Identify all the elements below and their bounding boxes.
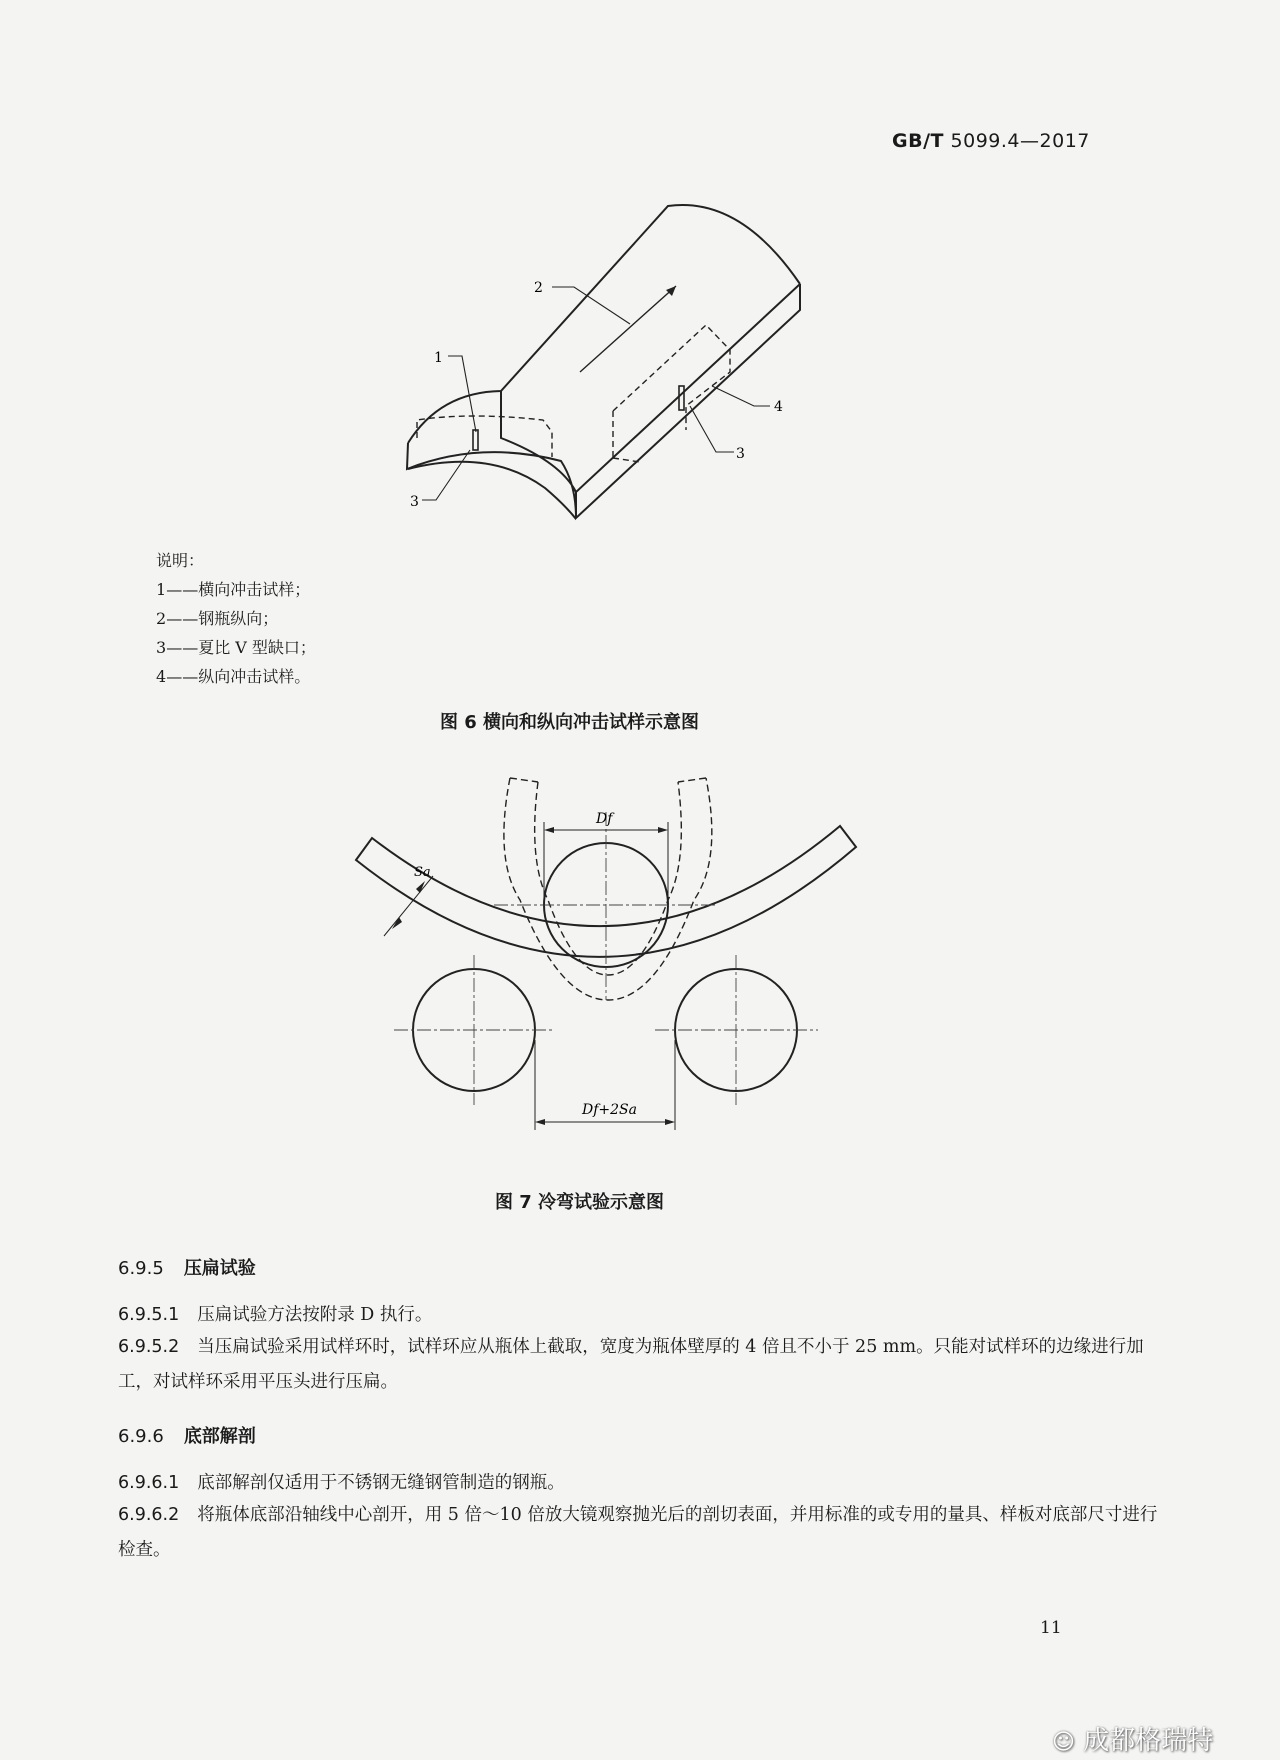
figure-6-legend bbox=[156, 546, 316, 691]
wechat-icon: ☺ bbox=[1052, 1730, 1075, 1755]
transverse-specimen-outline bbox=[417, 416, 552, 457]
specimen-top-outline bbox=[408, 205, 800, 443]
label-3-right: 3 bbox=[736, 446, 745, 462]
section-6-9-6-heading bbox=[118, 1422, 256, 1448]
watermark bbox=[1052, 1720, 1213, 1757]
paragraph-6-9-5-2: 6.9.5.2 当压扁试验采用试样环时，试样环应从瓶体上截取，宽度为瓶体壁厚的 4 倍且不小于 25 mm。只能对试样环的边缘进行加工，对试样环采用平压头进行压扁。 bbox=[118, 1337, 1144, 1392]
legend-item-4: 4——纵向冲击试样。 bbox=[156, 667, 311, 686]
notch-transverse bbox=[473, 430, 478, 450]
label-1: 1 bbox=[434, 350, 443, 366]
label-4: 4 bbox=[774, 399, 783, 415]
label-sa: Sa bbox=[414, 865, 431, 880]
legend-item-2: 2——钢瓶纵向； bbox=[156, 609, 279, 628]
section-title: 压扁试验 bbox=[183, 1258, 256, 1279]
section-6-9-5-heading bbox=[118, 1254, 256, 1280]
figure-6-caption: 图 6 横向和纵向冲击试样示意图 bbox=[440, 712, 700, 733]
specimen-right-face bbox=[576, 284, 800, 518]
specimen-front-face bbox=[407, 391, 576, 518]
label-3-left: 3 bbox=[410, 494, 419, 510]
label-bottom-dimension: Df+2Sa bbox=[582, 1102, 637, 1118]
longitudinal-axis-line bbox=[580, 286, 676, 372]
legend-item-3: 3——夏比 V 型缺口； bbox=[156, 638, 316, 657]
paragraph-6-9-6-1: 6.9.6.1 底部解剖仅适用于不锈钢无缝钢管制造的钢瓶。 bbox=[118, 1473, 565, 1493]
figure-7-diagram bbox=[345, 770, 890, 1140]
label-df: Df bbox=[596, 811, 613, 827]
standard-number bbox=[892, 130, 1090, 152]
watermark-text: 成都格瑞特 bbox=[1083, 1726, 1214, 1756]
figure-6-diagram bbox=[380, 190, 840, 530]
notch-longitudinal bbox=[679, 386, 684, 410]
legend-title: 说明： bbox=[156, 551, 205, 570]
section-number: 6.9.6 bbox=[118, 1426, 164, 1447]
paragraph-6-9-6-2: 6.9.6.2 将瓶体底部沿轴线中心剖开，用 5 倍～10 倍放大镜观察抛光后的剖切表面，并用标准的或专用的量具、样板对底部尺寸进行检查。 bbox=[118, 1505, 1158, 1560]
page-number: 11 bbox=[1040, 1618, 1062, 1638]
standard-prefix: GB/T bbox=[892, 130, 944, 152]
paragraph-6-9-5-1: 6.9.5.1 压扁试验方法按附录 D 执行。 bbox=[118, 1305, 433, 1325]
section-number: 6.9.5 bbox=[118, 1258, 164, 1279]
legend-item-1: 1——横向冲击试样； bbox=[156, 580, 311, 599]
leader-3-right bbox=[690, 406, 734, 452]
section-title: 底部解剖 bbox=[183, 1426, 256, 1447]
leader-4 bbox=[712, 386, 770, 406]
label-2: 2 bbox=[534, 280, 543, 296]
figure-7-caption: 图 7 冷弯试验示意图 bbox=[495, 1192, 665, 1213]
standard-code: 5099.4—2017 bbox=[950, 130, 1090, 152]
